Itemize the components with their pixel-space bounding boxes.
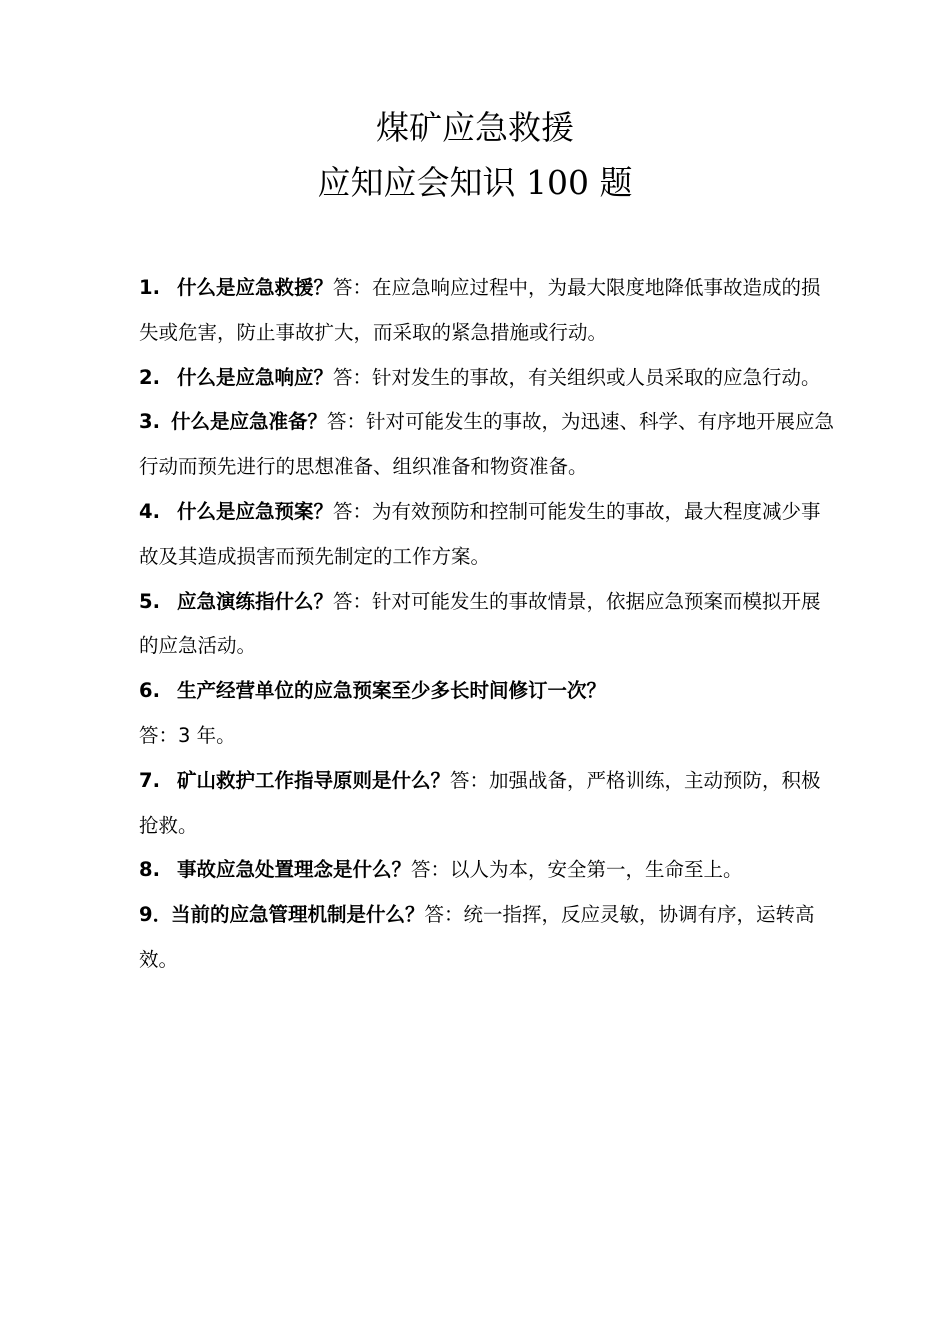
qa-item-8	[139, 848, 839, 893]
item-number: 2.	[139, 365, 160, 389]
question-text: 矿山救护工作指导原则是什么？	[177, 768, 451, 792]
qa-item-5	[139, 580, 839, 670]
answer-text: 答：为有效预防和控制可能发生的事故，最大程度减少事故及其造成损害而预先制定的工作方案。	[139, 499, 821, 568]
qa-item-7	[139, 759, 839, 849]
item-number: 8.	[139, 858, 160, 882]
qa-item-9	[139, 893, 839, 983]
qa-list	[139, 266, 839, 983]
answer-text: 答：统一指挥，反应灵敏，协调有序，运转高效。	[139, 903, 815, 971]
question-text: 当前的应急管理机制是什么？	[171, 903, 425, 927]
item-number: 6.	[139, 679, 160, 703]
question-text: 事故应急处置理念是什么？	[177, 858, 412, 882]
document-title: 煤矿应急救援	[376, 108, 574, 147]
answer-text: 答：针对发生的事故，有关组织或人员采取的应急行动。	[333, 365, 821, 389]
answer-text: 答：3 年。	[139, 723, 236, 747]
item-number: 1.	[139, 276, 160, 299]
item-number: 9．	[139, 903, 173, 927]
qa-item-6	[139, 669, 839, 759]
question-text: 应急演练指什么？	[177, 589, 334, 613]
question-text: 什么是应急救援？	[177, 276, 334, 299]
item-number: 4.	[139, 499, 160, 523]
qa-item-1	[139, 266, 839, 356]
answer-text: 答：加强战备，严格训练，主动预防，积极抢救。	[139, 768, 821, 837]
qa-item-3	[139, 400, 839, 490]
question-text: 什么是应急响应？	[177, 365, 334, 389]
question-text: 什么是应急准备？	[171, 410, 328, 434]
qa-item-4	[139, 490, 839, 580]
answer-text: 答：针对可能发生的事故，为迅速、科学、有序地开展应急行动而预先进行的思想准备、组织准备和物资准备。	[139, 410, 835, 479]
item-number: 3.	[139, 410, 160, 434]
question-text: 什么是应急预案？	[177, 499, 334, 523]
item-number: 5.	[139, 589, 160, 613]
answer-text: 答：针对可能发生的事故情景，依据应急预案而模拟开展的应急活动。	[139, 589, 821, 658]
answer-text: 答：以人为本，安全第一，生命至上。	[411, 858, 743, 882]
item-number: 7.	[139, 768, 160, 792]
question-text: 生产经营单位的应急预案至少多长时间修订一次？	[177, 679, 607, 703]
answer-text: 答：在应急响应过程中，为最大限度地降低事故造成的损失或危害，防止事故扩大，而采取的紧急措施或行动。	[139, 276, 821, 344]
qa-item-2	[139, 356, 839, 401]
document-subtitle: 应知应会知识 100 题	[317, 163, 633, 202]
